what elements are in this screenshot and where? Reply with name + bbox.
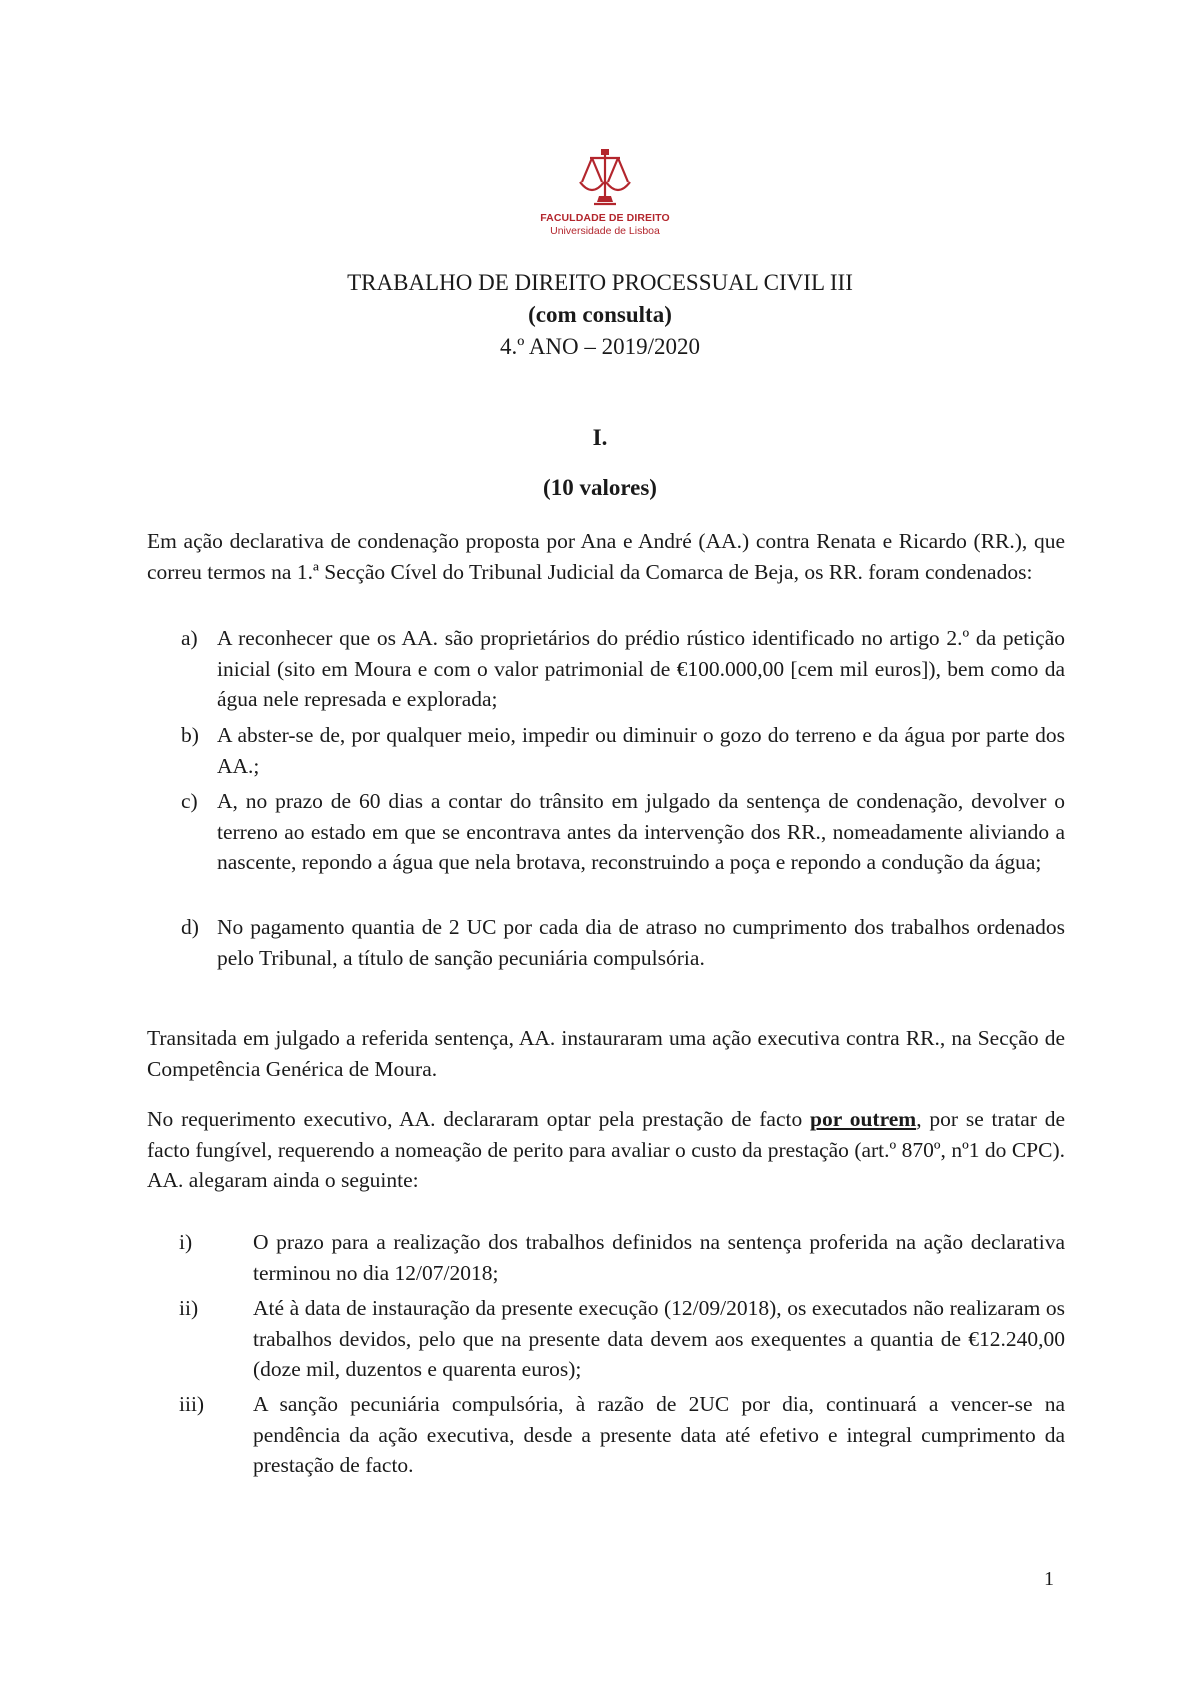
document-year: 4.º ANO – 2019/2020 xyxy=(499,334,701,359)
intro-paragraph: Em ação declarativa de condenação proposta por Ana e André (AA.) contra Renata e Ricardo (RR.), que correu termos na 1.ª Secção Cível do Tribunal Judicial da Comarca de Beja, os RR. foram condenados: xyxy=(147,529,1065,584)
request-text-end: , por se tratar de facto fungível, requerendo a nomeação de perito para avaliar o custo da prestação (art.º 870º, nº1 do CPC). AA. alegaram ainda o seguinte: xyxy=(147,1107,1065,1192)
list-item-text: O prazo para a realização dos trabalhos definidos na sentença proferida na ação declarativa terminou no dia 12/07/2018; xyxy=(253,1230,1065,1285)
list-item-label: d) xyxy=(181,915,199,939)
faculty-logo xyxy=(525,148,685,237)
execution-paragraph: Transitada em julgado a referida sentença, AA. instauraram uma ação executiva contra RR., na Secção de Competência Genérica de Moura. xyxy=(147,1026,1065,1081)
scales-of-justice-icon xyxy=(568,148,642,210)
request-paragraph xyxy=(147,1104,1065,1196)
page-number: 1 xyxy=(1044,1568,1054,1590)
document-subtitle: (com consulta) xyxy=(528,302,672,327)
document-title: TRABALHO DE DIREITO PROCESSUAL CIVIL III xyxy=(347,270,853,295)
request-text-start: No requerimento executivo, AA. declararam optar pela prestação de facto xyxy=(147,1107,811,1131)
list-item-text: A abster-se de, por qualquer meio, impedir ou diminuir o gozo do terreno e da água por parte dos AA.; xyxy=(217,723,1065,778)
section-number: I. xyxy=(592,425,608,450)
list-item-text: No pagamento quantia de 2 UC por cada dia de atraso no cumprimento dos trabalhos ordenados pelo Tribunal, a título de sanção pecuniária compulsória. xyxy=(217,915,1065,970)
emphasis-text: por outrem xyxy=(810,1107,917,1131)
list-item-label: c) xyxy=(181,789,198,813)
list-item-text: A reconhecer que os AA. são proprietários do prédio rústico identificado no artigo 2.º da petição inicial (sito em Moura e com o valor patrimonial de €100.000,00 [cem mil euros]), bem como da água nele represada e explorada; xyxy=(217,626,1065,711)
list-item-label: b) xyxy=(181,723,199,747)
list-item-text: Até à data de instauração da presente execução (12/09/2018), os executados não realizaram os trabalhos devidos, pelo que na presente data devem aos exequentes a quantia de €12.240,00 (doze mil, duzentos e quarenta euros); xyxy=(253,1296,1065,1381)
section-score: (10 valores) xyxy=(543,475,657,500)
list-item-text: A sanção pecuniária compulsória, à razão de 2UC por dia, continuará a vencer-se na pendência da ação executiva, desde a presente data até efetivo e integral cumprimento da prestação de facto. xyxy=(253,1392,1065,1477)
list-item-label: a) xyxy=(181,626,198,650)
list-item-label: i) xyxy=(179,1230,193,1254)
list-item-text: A, no prazo de 60 dias a contar do trânsito em julgado da sentença de condenação, devolver o terreno ao estado em que se encontrava antes da intervenção dos RR., nomeadamente aliviando a nascente, repondo a água que nela brotava, reconstruindo a poça e repondo a condução da água; xyxy=(217,789,1065,874)
logo-faculty-name: FACULDADE DE DIREITO xyxy=(540,212,670,224)
logo-university-name: Universidade de Lisboa xyxy=(550,225,660,237)
list-item-label: ii) xyxy=(179,1296,199,1320)
list-item-label: iii) xyxy=(179,1392,205,1416)
